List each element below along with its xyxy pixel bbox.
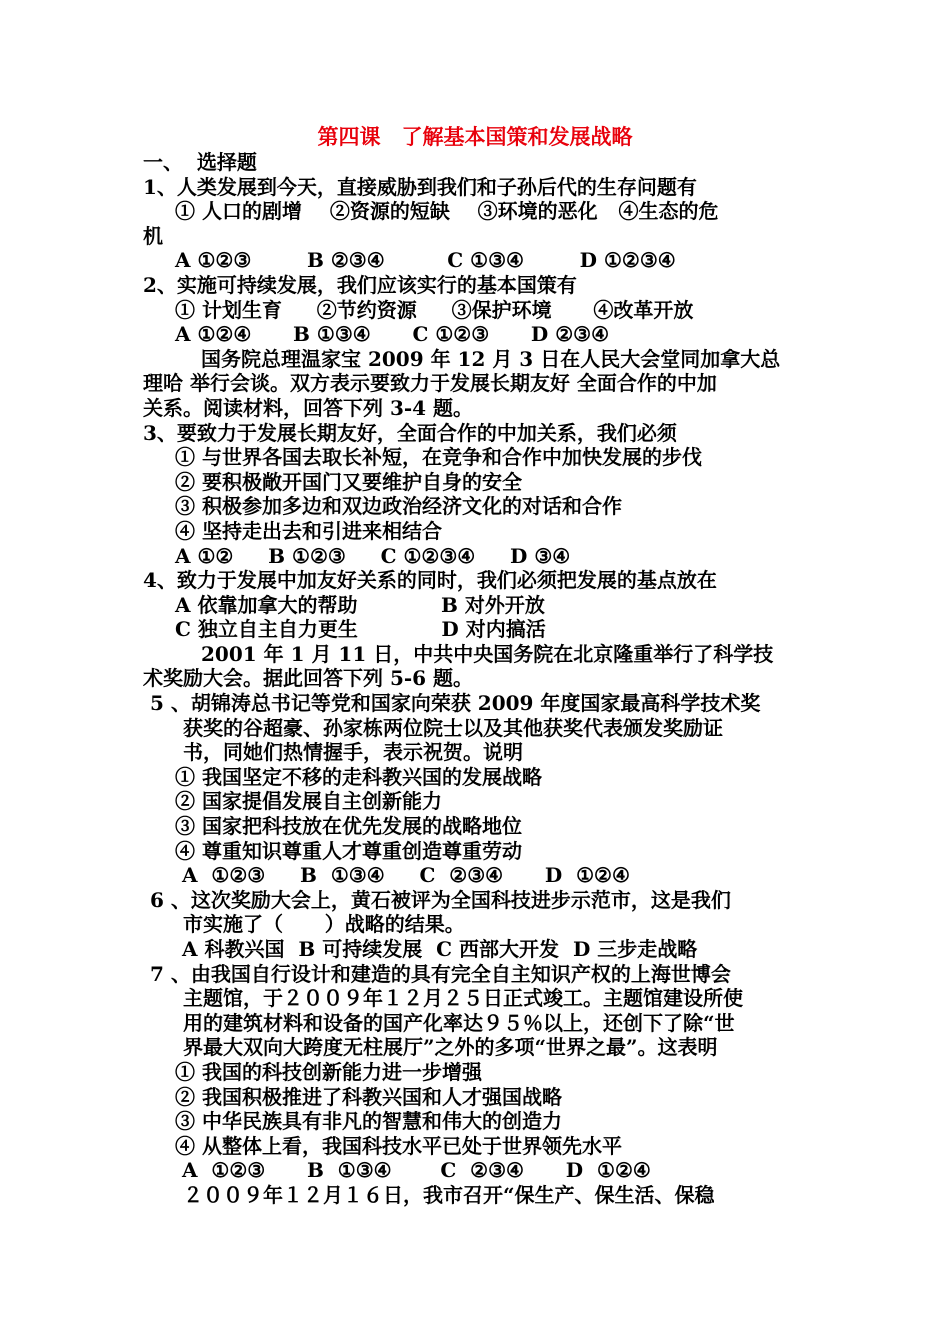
text-line: 5 、胡锦涛总书记等党和国家向荣获 2009 年度国家最高科学技术奖 [143,691,761,716]
text-line: ① 计划生育 ②节约资源 ③保护环境 ④改革开放 [175,297,694,322]
text-line: ④ 坚持走出去和引进来相结合 [175,518,442,543]
text-line: 界最大双向大跨度无柱展厅”之外的多项“世界之最”。这表明 [183,1035,718,1060]
text-line: 2、实施可持续发展，我们应该实行的基本国策有 [143,272,577,297]
text-line: A ①②④ B ①③④ C ①②③ D ②③④ [175,322,610,347]
text-line: ④ 尊重知识尊重人才尊重创造尊重劳动 [175,838,522,863]
text-line: 4、致力于发展中加友好关系的同时，我们必须把发展的基点放在 [143,568,717,593]
text-line: ① 与世界各国去取长补短，在竞争和合作中加快发展的步伐 [175,445,702,470]
text-line: A 科教兴国 B 可持续发展 C 西部大开发 D 三步走战略 [175,937,698,961]
text-line: ② 我国积极推进了科教兴国和人才强国战略 [175,1084,562,1109]
text-line: 6 、这次奖励大会上，黄石被评为全国科技进步示范市，这是我们 [143,887,731,912]
text-line: 一、 选择题 [143,150,257,174]
text-line: A 依靠加拿大的帮助 B 对外开放 [175,592,545,617]
text-line: ２００９年１２月１６日，我市召开“保生产、保生活、保稳 [183,1182,715,1207]
text-line: ① 我国的科技创新能力进一步增强 [175,1059,482,1084]
text-line: 1、人类发展到今天，直接威胁到我们和子孙后代的生存问题有 [143,174,697,199]
text-line: ④ 从整体上看，我国科技水平已处于世界领先水平 [175,1133,622,1158]
text-line: A ①②③ B ②③④ C ①③④ D ①②③④ [175,248,676,273]
document-title: 第四课 了解基本国策和发展战略 [317,125,633,149]
text-line: 用的建筑材料和设备的国产化率达９５％以上，还创下了除“世 [183,1010,735,1035]
text-line: 关系。阅读材料，回答下列 3-4 题。 [143,395,474,420]
text-line: 术奖励大会。据此回答下列 5-6 题。 [143,666,474,691]
text-line: ③ 中华民族具有非凡的智慧和伟大的创造力 [175,1109,562,1134]
text-line: 2001 年 1 月 11 日，中共中央国务院在北京隆重举行了科学技 [201,641,774,666]
text-line: 主题馆，于２００９年１２月２５日正式竣工。主题馆建设所使 [183,986,743,1011]
text-line: C 独立自主自力更生 D 对内搞活 [175,617,546,642]
text-line: 7 、由我国自行设计和建造的具有完全自主知识产权的上海世博会 [143,961,731,986]
text-line: 机 [143,223,163,248]
text-line: ③ 国家把科技放在优先发展的战略地位 [175,814,522,839]
text-line: 书，同她们热情握手，表示祝贺。说明 [183,740,523,765]
text-line: 理哈 举行会谈。双方表示要致力于发展长期友好 全面合作的中加 [143,371,717,396]
text-line: ① 人口的剧增 ②资源的短缺 ③环境的恶化 ④生态的危 [175,199,719,224]
text-line: 国务院总理温家宝 2009 年 12 月 3 日在人民大会堂同加拿大总 [201,346,781,371]
text-line: A ①②③ B ①③④ C ②③④ D ①②④ [175,863,630,888]
text-line: A ①② B ①②③ C ①②③④ D ③④ [175,543,571,568]
text-line: ② 要积极敞开国门又要维护自身的安全 [175,469,522,494]
text-line: ③ 积极参加多边和双边政治经济文化的对话和合作 [175,494,622,519]
text-line: ② 国家提倡发展自主创新能力 [175,789,442,814]
text-line: 获奖的谷超豪、孙家栋两位院士以及其他获奖代表颁发奖励证 [183,715,723,740]
text-line: 市实施了（ ）战略的结果。 [183,912,465,937]
text-line: A ①②③ B ①③④ C ②③④ D ①②④ [175,1158,651,1183]
text-line: 3、要致力于发展长期友好，全面合作的中加关系，我们必须 [143,420,677,445]
text-line: ① 我国坚定不移的走科教兴国的发展战略 [175,764,542,789]
document-body [143,150,813,1208]
